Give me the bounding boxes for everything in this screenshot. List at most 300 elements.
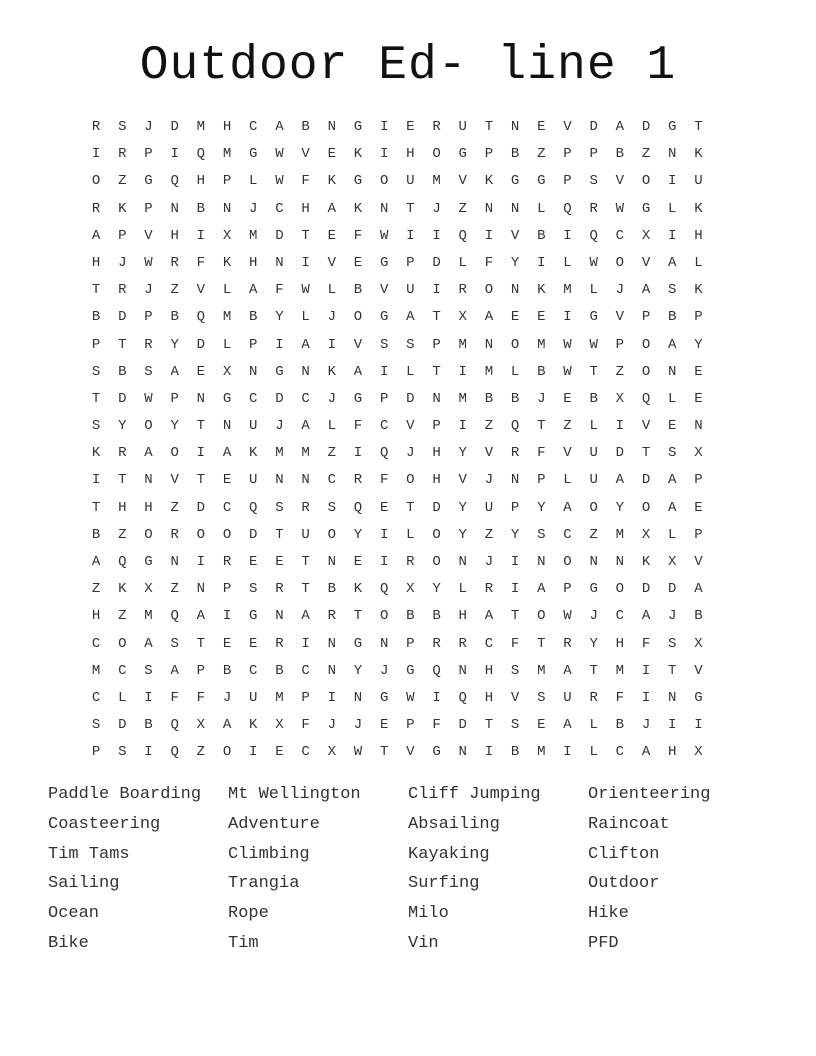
grid-letter: P	[694, 472, 703, 489]
grid-letter: X	[615, 390, 625, 407]
grid-letter: F	[301, 173, 310, 190]
grid-letter: Q	[641, 390, 651, 407]
grid-letter: F	[353, 227, 363, 244]
grid-letter: K	[537, 282, 546, 299]
grid-letter: C	[118, 662, 127, 679]
grid-letter: N	[510, 282, 520, 299]
grid-letter: N	[458, 554, 467, 570]
word-list-item: Surfing	[408, 874, 480, 894]
grid-letter: P	[615, 336, 625, 353]
grid-letter: S	[91, 418, 101, 435]
grid-letter: G	[249, 146, 258, 163]
grid-letter: O	[379, 173, 389, 190]
grid-letter: L	[458, 254, 467, 271]
grid-letter: G	[432, 744, 441, 761]
grid-letter: M	[537, 744, 546, 761]
grid-letter: P	[432, 336, 441, 353]
grid-letter: Y	[694, 336, 703, 353]
grid-letter: P	[406, 635, 415, 652]
grid-letter: L	[301, 309, 310, 326]
grid-letter: C	[222, 499, 232, 516]
grid-letter: T	[510, 608, 520, 625]
grid-letter: D	[458, 717, 467, 734]
grid-letter: A	[301, 336, 310, 353]
grid-letter: N	[301, 472, 310, 489]
grid-row	[83, 196, 712, 223]
grid-row	[83, 603, 712, 630]
grid-row	[83, 495, 712, 522]
grid-letter: H	[432, 472, 441, 489]
grid-letter: Q	[510, 418, 520, 435]
grid-letter: U	[589, 445, 598, 462]
grid-letter: L	[694, 254, 703, 271]
grid-letter: Z	[170, 282, 179, 299]
grid-letter: Y	[118, 418, 127, 435]
grid-letter: P	[301, 689, 310, 706]
grid-letter: H	[222, 119, 232, 135]
grid-letter: T	[694, 119, 703, 135]
grid-letter: C	[301, 662, 310, 679]
grid-letter: H	[301, 200, 310, 217]
grid-letter: H	[196, 173, 206, 190]
grid-letter: N	[589, 554, 598, 570]
grid-letter: G	[222, 390, 232, 407]
grid-row	[83, 359, 712, 386]
grid-letter: I	[249, 744, 258, 761]
grid-letter: W	[589, 336, 598, 353]
grid-letter: J	[144, 119, 153, 135]
grid-letter: P	[563, 581, 572, 598]
grid-letter: S	[118, 119, 127, 135]
grid-letter: Y	[458, 526, 467, 543]
grid-letter: I	[275, 336, 284, 353]
grid-letter: I	[301, 635, 310, 652]
grid-letter: D	[641, 472, 651, 489]
grid-letter: Z	[91, 581, 101, 598]
grid-letter: W	[353, 744, 363, 761]
grid-letter: O	[615, 581, 625, 598]
grid-letter: X	[694, 635, 703, 652]
grid-letter: O	[353, 309, 363, 326]
grid-letter: N	[510, 200, 520, 217]
grid-letter: T	[379, 744, 389, 761]
grid-letter: O	[641, 173, 651, 190]
grid-letter: H	[144, 499, 153, 516]
grid-letter: T	[118, 472, 127, 489]
grid-letter: I	[379, 146, 389, 163]
grid-letter: E	[537, 717, 546, 734]
grid-letter: S	[118, 744, 127, 761]
grid-letter: Z	[196, 744, 206, 761]
grid-letter: G	[353, 173, 363, 190]
grid-letter: T	[91, 499, 101, 516]
grid-letter: I	[91, 472, 101, 489]
grid-letter: C	[249, 119, 258, 135]
grid-letter: P	[144, 146, 153, 163]
grid-letter: X	[406, 581, 415, 598]
grid-letter: U	[406, 173, 415, 190]
grid-letter: O	[563, 554, 572, 570]
grid-letter: I	[510, 554, 520, 570]
grid-letter: N	[222, 418, 232, 435]
word-list-item: Milo	[408, 904, 449, 924]
grid-letter: R	[589, 689, 598, 706]
grid-letter: D	[615, 445, 625, 462]
grid-letter: L	[327, 418, 336, 435]
grid-letter: K	[327, 173, 336, 190]
grid-letter: I	[458, 363, 467, 380]
grid-letter: Q	[458, 689, 467, 706]
grid-letter: P	[91, 336, 101, 353]
word-list-item: Paddle Boarding	[48, 785, 202, 804]
grid-letter: N	[196, 390, 206, 407]
grid-letter: Z	[484, 418, 494, 435]
grid-letter: C	[249, 390, 258, 407]
grid-letter: U	[249, 472, 258, 489]
grid-letter: D	[196, 499, 206, 516]
grid-letter: Y	[353, 526, 363, 543]
grid-letter: M	[537, 662, 546, 679]
word-list-item: Hike	[588, 904, 629, 924]
grid-letter: T	[484, 119, 494, 135]
grid-letter: U	[563, 689, 572, 706]
grid-letter: Y	[615, 499, 625, 516]
grid-letter: A	[641, 282, 651, 299]
grid-letter: G	[353, 635, 363, 652]
grid-letter: J	[275, 418, 284, 435]
grid-letter: T	[641, 445, 651, 462]
grid-letter: I	[196, 445, 206, 462]
grid-letter: B	[668, 309, 677, 326]
grid-letter: E	[353, 554, 363, 570]
grid-letter: N	[327, 119, 336, 135]
grid-letter: S	[91, 717, 101, 734]
grid-letter: T	[406, 200, 415, 217]
grid-letter: A	[484, 608, 494, 625]
grid-letter: E	[379, 499, 389, 516]
grid-letter: R	[510, 445, 520, 462]
grid-letter: I	[91, 146, 101, 163]
grid-letter: K	[353, 581, 363, 598]
grid-letter: C	[615, 744, 625, 761]
grid-letter: Y	[510, 526, 520, 543]
grid-letter: T	[668, 662, 677, 679]
grid-letter: P	[563, 146, 572, 163]
grid-letter: N	[327, 662, 336, 679]
grid-letter: G	[537, 173, 546, 190]
grid-letter: Y	[170, 336, 179, 353]
grid-letter: I	[563, 227, 572, 244]
grid-letter: L	[668, 526, 677, 543]
grid-letter: S	[668, 282, 677, 299]
grid-letter: G	[668, 119, 677, 135]
grid-letter: R	[170, 254, 179, 271]
grid-letter: S	[144, 662, 153, 679]
grid-letter: A	[301, 608, 310, 625]
grid-letter: R	[327, 608, 336, 625]
grid-letter: A	[615, 119, 625, 135]
grid-letter: O	[641, 499, 651, 516]
grid-letter: R	[589, 200, 598, 217]
grid-letter: P	[249, 336, 258, 353]
grid-letter: B	[249, 309, 258, 326]
grid-letter: F	[353, 418, 363, 435]
grid-row	[83, 277, 712, 304]
grid-letter: N	[510, 119, 520, 135]
grid-letter: H	[668, 744, 677, 761]
grid-letter: B	[170, 309, 179, 326]
grid-letter: N	[484, 200, 494, 217]
grid-letter: W	[589, 254, 598, 271]
grid-letter: S	[537, 526, 546, 543]
grid-letter: Z	[118, 173, 127, 190]
grid-letter: N	[379, 200, 389, 217]
grid-letter: D	[118, 309, 127, 326]
grid-letter: N	[668, 689, 677, 706]
grid-letter: D	[249, 526, 258, 543]
grid-letter: L	[510, 363, 520, 380]
grid-letter: E	[668, 418, 677, 435]
grid-letter: R	[222, 554, 232, 570]
grid-letter: E	[537, 119, 546, 135]
grid-letter: C	[301, 390, 310, 407]
grid-letter: J	[668, 608, 677, 625]
grid-letter: J	[406, 445, 415, 462]
grid-letter: O	[510, 336, 520, 353]
grid-letter: P	[170, 390, 179, 407]
grid-letter: L	[222, 336, 232, 353]
grid-letter: T	[275, 526, 284, 543]
grid-letter: I	[379, 526, 389, 543]
grid-letter: I	[641, 662, 651, 679]
grid-letter: S	[510, 662, 520, 679]
grid-letter: C	[91, 635, 101, 652]
grid-letter: S	[537, 689, 546, 706]
grid-letter: T	[118, 336, 127, 353]
grid-letter: I	[484, 227, 494, 244]
grid-letter: Q	[353, 499, 363, 516]
grid-letter: A	[91, 554, 101, 570]
grid-letter: A	[91, 227, 101, 244]
grid-letter: O	[432, 554, 441, 570]
grid-letter: N	[668, 146, 677, 163]
grid-letter: X	[222, 363, 232, 380]
grid-letter: Q	[170, 717, 179, 734]
grid-letter: L	[406, 526, 415, 543]
word-list-item: Orienteering	[588, 785, 711, 804]
grid-letter: X	[458, 309, 467, 326]
grid-letter: C	[327, 472, 336, 489]
word-list-item: Tim Tams	[48, 844, 130, 864]
grid-letter: P	[222, 173, 232, 190]
grid-letter: I	[301, 254, 310, 271]
grid-letter: K	[484, 173, 494, 190]
grid-letter: I	[327, 336, 336, 353]
grid-letter: L	[668, 390, 677, 407]
grid-letter: X	[641, 227, 651, 244]
grid-letter: B	[615, 717, 625, 734]
grid-letter: P	[694, 526, 703, 543]
grid-letter: X	[275, 717, 284, 734]
grid-letter: H	[484, 689, 494, 706]
grid-letter: O	[222, 526, 232, 543]
grid-letter: I	[144, 744, 153, 761]
grid-letter: M	[222, 146, 232, 163]
grid-letter: N	[275, 472, 284, 489]
grid-letter: S	[144, 363, 153, 380]
grid-letter: P	[222, 581, 232, 598]
grid-letter: I	[327, 689, 336, 706]
grid-letter: G	[458, 146, 467, 163]
grid-letter: L	[563, 254, 572, 271]
word-list-item: Adventure	[228, 814, 320, 834]
grid-letter: V	[144, 227, 153, 244]
word-list-item: Sailing	[48, 874, 120, 894]
grid-letter: L	[118, 689, 127, 706]
grid-letter: I	[537, 254, 546, 271]
grid-letter: A	[222, 717, 232, 734]
grid-letter: R	[144, 336, 153, 353]
grid-letter: U	[589, 472, 598, 489]
grid-letter: F	[275, 282, 284, 299]
grid-letter: R	[91, 200, 101, 217]
grid-letter: A	[668, 472, 677, 489]
word-list-item: Tim	[228, 933, 259, 953]
grid-letter: Q	[196, 146, 206, 163]
grid-letter: B	[589, 390, 598, 407]
grid-letter: P	[196, 662, 206, 679]
grid-letter: P	[118, 227, 127, 244]
grid-letter: S	[510, 717, 520, 734]
grid-letter: M	[222, 309, 232, 326]
grid-letter: X	[694, 445, 703, 462]
grid-letter: N	[327, 635, 336, 652]
grid-letter: H	[484, 662, 494, 679]
grid-letter: G	[379, 309, 389, 326]
grid-row	[83, 440, 712, 467]
grid-letter: H	[432, 445, 441, 462]
grid-letter: D	[406, 390, 415, 407]
grid-letter: C	[484, 635, 494, 652]
grid-letter: C	[249, 662, 258, 679]
grid-letter: F	[432, 717, 441, 734]
grid-letter: L	[249, 173, 258, 190]
grid-letter: F	[196, 689, 206, 706]
grid-letter: D	[589, 119, 598, 135]
grid-letter: E	[327, 227, 336, 244]
grid-letter: J	[589, 608, 598, 625]
grid-letter: K	[327, 363, 336, 380]
grid-letter: G	[353, 119, 363, 135]
grid-letter: W	[301, 282, 310, 299]
grid-letter: G	[589, 309, 598, 326]
grid-letter: T	[589, 363, 598, 380]
grid-letter: D	[641, 119, 651, 135]
grid-letter: P	[144, 200, 153, 217]
grid-letter: F	[641, 635, 651, 652]
grid-letter: E	[222, 635, 232, 652]
grid-letter: A	[301, 418, 310, 435]
grid-letter: N	[249, 363, 258, 380]
grid-letter: B	[353, 282, 363, 299]
grid-letter: D	[275, 227, 284, 244]
grid-letter: I	[668, 717, 677, 734]
grid-letter: I	[432, 282, 441, 299]
grid-letter: Y	[170, 418, 179, 435]
grid-letter: E	[537, 309, 546, 326]
grid-letter: B	[275, 662, 284, 679]
grid-letter: D	[641, 581, 651, 598]
grid-letter: H	[694, 227, 703, 244]
grid-letter: I	[668, 227, 677, 244]
grid-letter: Y	[353, 662, 363, 679]
grid-letter: S	[668, 445, 677, 462]
word-list-item: Kayaking	[408, 844, 490, 864]
grid-row	[83, 413, 712, 440]
grid-letter: K	[118, 581, 127, 598]
grid-letter: E	[196, 363, 206, 380]
grid-row	[83, 712, 712, 739]
grid-letter: V	[694, 554, 703, 570]
grid-letter: X	[144, 581, 153, 598]
grid-letter: H	[615, 635, 625, 652]
grid-letter: T	[301, 227, 310, 244]
grid-letter: M	[484, 363, 494, 380]
grid-letter: I	[196, 554, 206, 570]
grid-letter: J	[249, 200, 258, 217]
word-list-item: Mt Wellington	[228, 785, 361, 804]
grid-letter: Q	[196, 309, 206, 326]
grid-letter: C	[301, 744, 310, 761]
grid-letter: Z	[589, 526, 598, 543]
word-list-item: Absailing	[408, 814, 500, 834]
grid-letter: N	[458, 744, 467, 761]
grid-row	[83, 114, 712, 141]
grid-letter: M	[432, 173, 441, 190]
grid-letter: L	[563, 472, 572, 489]
grid-letter: F	[301, 717, 310, 734]
grid-letter: T	[196, 472, 206, 489]
grid-letter: L	[589, 717, 598, 734]
word-list-item: Clifton	[588, 844, 660, 864]
grid-letter: A	[196, 608, 206, 625]
grid-letter: N	[668, 363, 677, 380]
grid-letter: N	[379, 635, 389, 652]
grid-letter: Q	[458, 227, 467, 244]
grid-letter: I	[510, 581, 520, 598]
grid-letter: A	[668, 499, 677, 516]
grid-letter: H	[118, 499, 127, 516]
grid-letter: A	[615, 472, 625, 489]
grid-letter: N	[510, 472, 520, 489]
grid-letter: I	[196, 227, 206, 244]
grid-letter: T	[537, 418, 546, 435]
grid-letter: R	[484, 581, 494, 598]
grid-letter: S	[589, 173, 598, 190]
grid-row	[83, 332, 712, 359]
grid-letter: M	[91, 662, 101, 679]
grid-letter: T	[432, 309, 441, 326]
grid-letter: O	[432, 526, 441, 543]
grid-letter: F	[510, 635, 520, 652]
grid-letter: Z	[641, 146, 651, 163]
grid-letter: N	[144, 472, 153, 489]
grid-letter: I	[563, 744, 572, 761]
grid-letter: F	[379, 472, 389, 489]
grid-letter: R	[275, 581, 284, 598]
grid-row	[83, 522, 712, 549]
grid-letter: D	[668, 581, 677, 598]
